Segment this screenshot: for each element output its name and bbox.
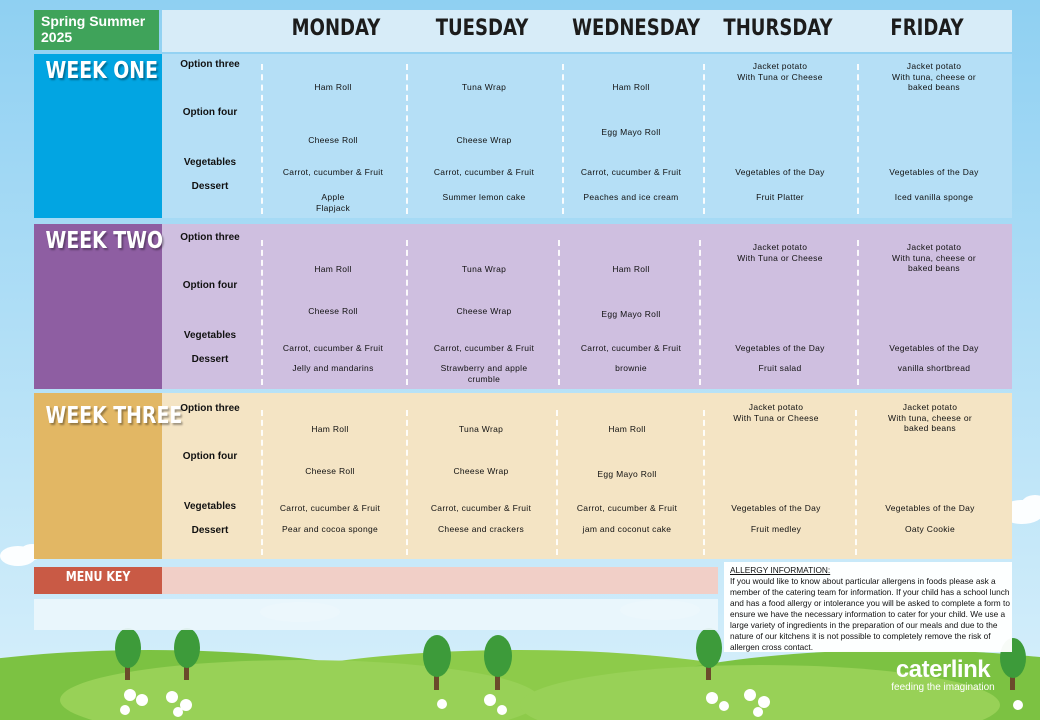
logo-name: caterlink xyxy=(895,656,991,683)
menu-cell: Vegetables of the Day xyxy=(889,343,979,353)
menu-cell: Vegetables of the Day xyxy=(735,167,825,177)
menu-cell: Strawberry and apple crumble xyxy=(440,363,528,384)
menu-cell: brownie xyxy=(615,363,647,373)
menu-cell: Cheese Roll xyxy=(308,135,358,145)
row-label-dessert: Dessert xyxy=(191,181,229,192)
menu-cell: Ham Roll xyxy=(612,82,650,92)
menu-cell: Summer lemon cake xyxy=(442,192,526,202)
menu-cell: Jacket potato With Tuna or Cheese xyxy=(737,242,823,263)
day-header-tuesday: TUESDAY xyxy=(435,16,529,41)
menu-title-line1: Spring Summer xyxy=(41,13,146,29)
day-header-monday: MONDAY xyxy=(291,16,381,41)
menu-cell: Cheese Roll xyxy=(308,306,358,316)
row-label-option-three: Option three xyxy=(180,59,240,70)
menu-cell: Fruit salad xyxy=(758,363,802,373)
week-two-label xyxy=(34,224,162,389)
menu-cell: jam and coconut cake xyxy=(582,524,672,534)
menu-cell: Ham Roll xyxy=(608,424,646,434)
menu-title-line2: 2025 xyxy=(41,29,73,45)
day-header-friday: FRIDAY xyxy=(890,16,964,41)
menu-cell: Vegetables of the Day xyxy=(885,503,975,513)
allergy-information xyxy=(724,562,1012,652)
menu-cell: Cheese Wrap xyxy=(453,466,509,476)
menu-cell: Jacket potato With Tuna or Cheese xyxy=(733,402,819,423)
menu-title xyxy=(34,10,159,50)
menu-cell: Egg Mayo Roll xyxy=(601,127,661,137)
menu-cell: Tuna Wrap xyxy=(461,264,507,274)
menu-cell: Ham Roll xyxy=(612,264,650,274)
menu-cell: Fruit medley xyxy=(750,524,802,534)
menu-cell: Vegetables of the Day xyxy=(889,167,979,177)
row-label-dessert: Dessert xyxy=(191,525,229,536)
menu-cell: Jacket potato With Tuna or Cheese xyxy=(737,61,823,82)
menu-cell: Ham Roll xyxy=(314,82,352,92)
menu-cell: Ham Roll xyxy=(314,264,352,274)
menu-cell: Egg Mayo Roll xyxy=(601,309,661,319)
week-three-name: WEEK THREE xyxy=(45,403,183,429)
menu-cell: Carrot, cucumber & Fruit xyxy=(279,503,381,513)
menu-cell: Vegetables of the Day xyxy=(731,503,821,513)
menu-cell: Carrot, cucumber & Fruit xyxy=(576,503,678,513)
menu-cell: Carrot, cucumber & Fruit xyxy=(282,343,384,353)
menu-cell: Egg Mayo Roll xyxy=(597,469,657,479)
menu-cell: Cheese Roll xyxy=(305,466,355,476)
menu-cell: Pear and cocoa sponge xyxy=(281,524,379,534)
menu-cell: vanilla shortbread xyxy=(897,363,971,373)
allergy-heading: ALLERGY INFORMATION: xyxy=(730,565,831,575)
menu-cell: Iced vanilla sponge xyxy=(894,192,974,202)
logo-tagline: feeding the imagination xyxy=(891,682,995,693)
row-label-option-four: Option four xyxy=(182,107,238,118)
hills xyxy=(0,650,1040,720)
menu-key-text: MENU KEY xyxy=(65,570,131,585)
menu-cell: Ham Roll xyxy=(311,424,349,434)
menu-cell: Carrot, cucumber & Fruit xyxy=(282,167,384,177)
row-label-option-four: Option four xyxy=(182,451,238,462)
menu-cell: Tuna Wrap xyxy=(458,424,504,434)
menu-cell: Apple Flapjack xyxy=(315,192,351,213)
menu-cell: Carrot, cucumber & Fruit xyxy=(430,503,532,513)
week-two-name: WEEK TWO xyxy=(45,228,163,254)
menu-cell: Peaches and ice cream xyxy=(583,192,679,202)
menu-cell: Fruit Platter xyxy=(756,192,804,202)
menu-cell: Carrot, cucumber & Fruit xyxy=(580,343,682,353)
menu-key-label xyxy=(34,567,162,594)
row-label-option-four: Option four xyxy=(182,280,238,291)
week-one-label xyxy=(34,54,162,218)
row-label-option-three: Option three xyxy=(180,232,240,243)
caterlink-logo xyxy=(888,658,998,694)
week-three-label xyxy=(34,393,183,559)
allergy-text: If you would like to know about particular allergens in foods please ask a member of the catering team for information. If your child has a school lunch and has a food allergy or intolerance you will be asked to complete a form to ensure we have the necessary information to cater for your child. We use a large variety of ingredients in the preparation of our meals and due to the nature of our kitchens it is not possible to completely remove the risk of allergen cross contact. xyxy=(730,576,1010,652)
week-one-name: WEEK ONE xyxy=(45,58,158,84)
menu-key-row xyxy=(34,599,718,630)
row-label-vegetables: Vegetables xyxy=(183,501,237,512)
menu-cell: Carrot, cucumber & Fruit xyxy=(580,167,682,177)
menu-cell: Vegetables of the Day xyxy=(735,343,825,353)
menu-cell: Jacket potato With tuna, cheese or baked beans xyxy=(892,61,976,92)
day-header-wednesday: WEDNESDAY xyxy=(572,16,701,41)
menu-key-bar xyxy=(162,567,718,594)
row-label-vegetables: Vegetables xyxy=(183,330,237,341)
menu-cell: Jacket potato With tuna, cheese or baked beans xyxy=(888,402,972,433)
menu-cell: Jelly and mandarins xyxy=(292,363,374,373)
menu-cell: Tuna Wrap xyxy=(461,82,507,92)
menu-cell: Carrot, cucumber & Fruit xyxy=(433,167,535,177)
row-label-vegetables: Vegetables xyxy=(183,157,237,168)
menu-cell: Carrot, cucumber & Fruit xyxy=(433,343,535,353)
menu-cell: Oaty Cookie xyxy=(904,524,956,534)
menu-cell: Cheese Wrap xyxy=(456,135,512,145)
menu-cell: Jacket potato With tuna, cheese or baked beans xyxy=(892,242,976,273)
row-label-dessert: Dessert xyxy=(191,354,229,365)
menu-cell: Cheese and crackers xyxy=(437,524,525,534)
row-label-option-three: Option three xyxy=(180,403,240,414)
menu-cell: Cheese Wrap xyxy=(456,306,512,316)
day-header-thursday: THURSDAY xyxy=(723,16,833,41)
